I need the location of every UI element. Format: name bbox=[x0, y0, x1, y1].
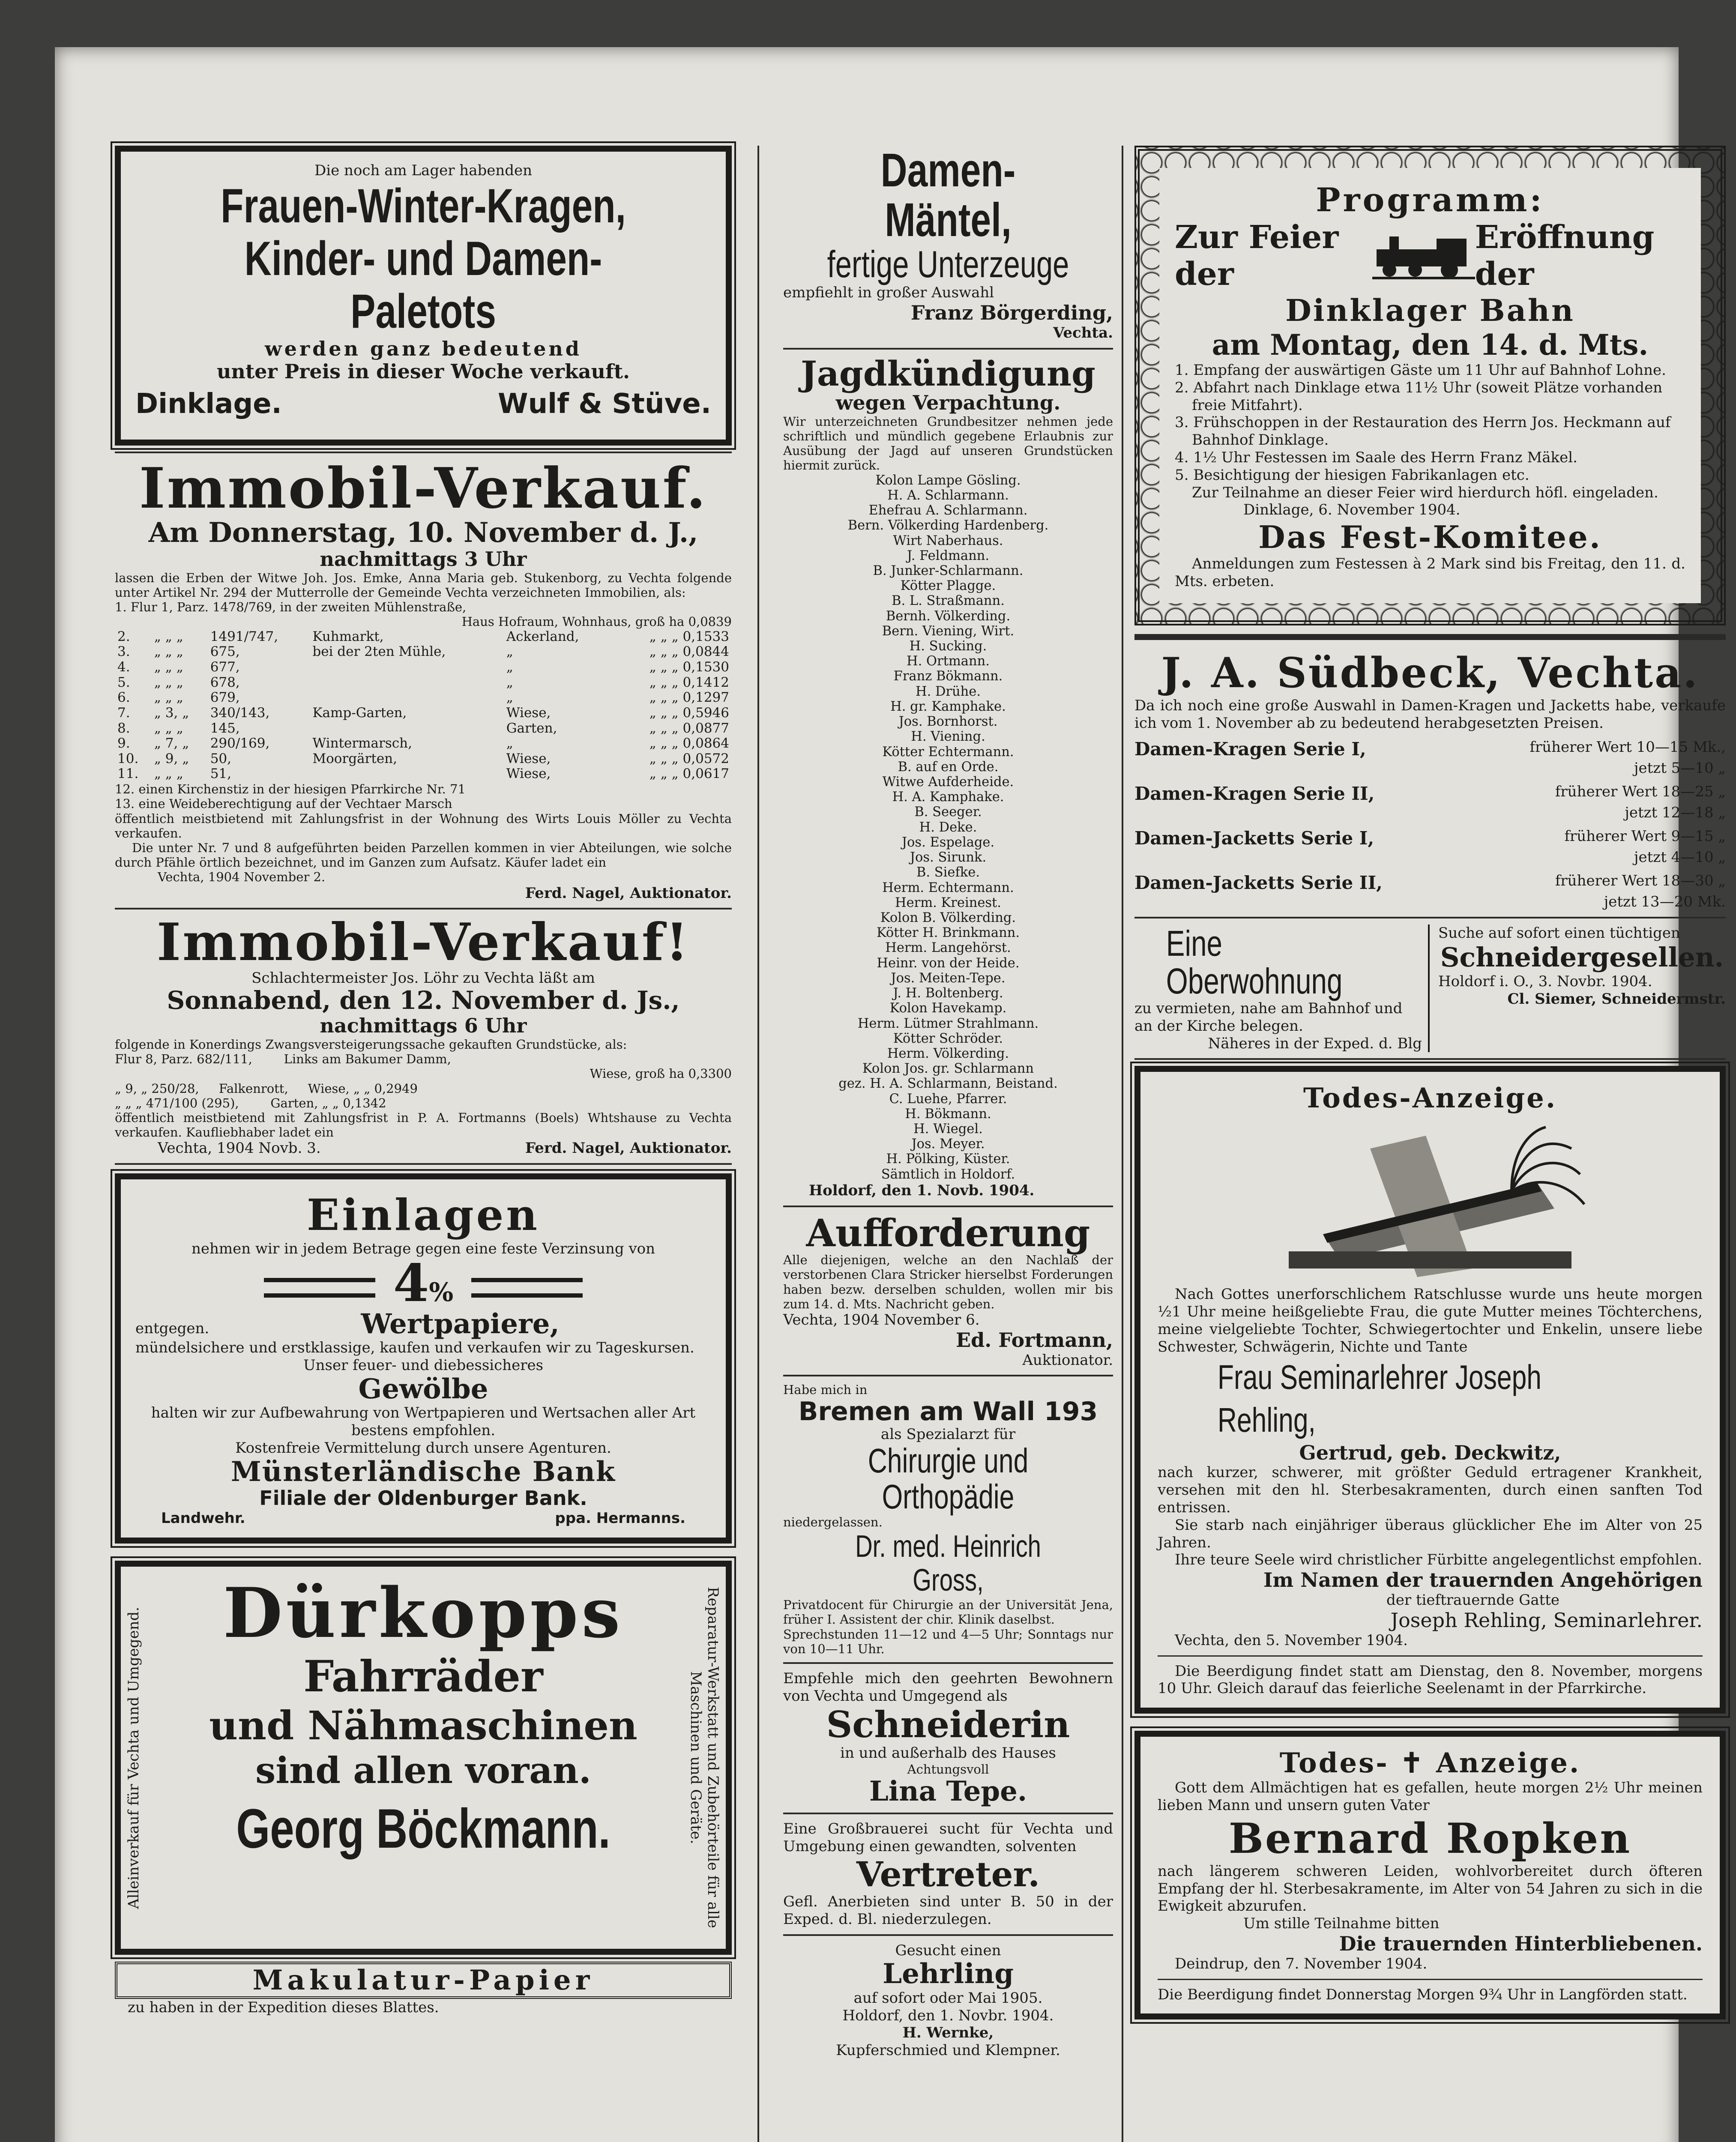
signatory-name: Kötter H. Brinkmann. bbox=[876, 925, 1020, 941]
locomotive-icon bbox=[1372, 232, 1475, 279]
lot-row bbox=[115, 660, 732, 675]
ad-place: Dinklage. bbox=[135, 388, 282, 420]
signatory-name: H. Viening. bbox=[911, 729, 985, 745]
ad-rehling-obituary bbox=[1134, 1066, 1726, 1714]
ad-role: Auktionator. bbox=[1022, 1351, 1113, 1369]
ad-text: Die Beerdigung findet Donnerstag Morgen 9¾ Uhr in Langförden statt. bbox=[1158, 1986, 1688, 2003]
lot-cell bbox=[310, 660, 503, 675]
lot-row bbox=[115, 721, 732, 736]
price-item-name: Damen-Kragen Serie II, bbox=[1134, 783, 1375, 805]
ad-firm: Wulf & Stüve. bbox=[498, 388, 711, 420]
signatory: Landwehr. bbox=[161, 1510, 245, 1527]
lot-cell: Wiese, bbox=[506, 705, 551, 721]
ad-dr-gross bbox=[783, 1382, 1113, 1656]
ad-text: als Spezialarzt für bbox=[880, 1425, 1016, 1443]
lot-cell: „ 9, „ bbox=[154, 751, 189, 766]
signatory-name: Jos. Meyer. bbox=[911, 1137, 985, 1152]
ad-subtitle: Chirurgie und Orthopädie bbox=[868, 1442, 1029, 1516]
ad-sign: Holdorf, den 1. Novb. 1904. bbox=[809, 1182, 1035, 1199]
ad-headline: Zur Feier der bbox=[1175, 219, 1339, 293]
lot-cell bbox=[310, 721, 503, 736]
ad-wohnung bbox=[1134, 924, 1430, 1053]
price-was: früherer Wert 18—30 „ bbox=[1555, 872, 1726, 889]
price-row bbox=[1134, 783, 1726, 822]
lot-cell: Garten, bbox=[506, 720, 557, 736]
price-row bbox=[1134, 739, 1726, 777]
ad-sign: der tieftrauernde Gatte bbox=[1386, 1592, 1560, 1609]
signatory-name: B. Seeger. bbox=[914, 805, 982, 820]
signatory-name: Herm. Langehörst. bbox=[885, 940, 1011, 956]
ad-brauerei bbox=[783, 1820, 1113, 1928]
ad-firm: Georg Böckmann. bbox=[236, 1797, 611, 1860]
signatory-name: Herm. Lütmer Strahlmann. bbox=[857, 1016, 1039, 1031]
ad-title: Makulatur-Papier bbox=[115, 1962, 732, 1999]
lot-cell: „ „ „ bbox=[154, 720, 183, 736]
lot-cell: „ „ „ 0,0617 bbox=[649, 766, 729, 782]
ad-sign: Die trauernden Hinterbliebenen. bbox=[1339, 1932, 1703, 1955]
ad-date: Holdorf i. O., 3. Novbr. 1904. bbox=[1438, 973, 1652, 990]
ad-ropken-obituary bbox=[1134, 1731, 1726, 2019]
lot-row bbox=[115, 766, 732, 782]
ad-sign-name: Ferd. Nagel, Auktionator. bbox=[525, 884, 732, 902]
ad-text: Privatdocent für Chirurgie an der Universität Jena, früher I. Assistent der chir. Klinik daselbst. bbox=[783, 1598, 1113, 1627]
price-now: jetzt 4—10 „ bbox=[1634, 848, 1726, 866]
ad-text: halten wir zur Aufbewahrung von Wertpapieren und Wertsachen aller Art bestens empfohlen. bbox=[151, 1404, 696, 1439]
signatory-list bbox=[783, 473, 1113, 1182]
ad-title: J. A. Südbeck, Vechta. bbox=[1161, 648, 1699, 697]
ad-place: Vechta. bbox=[1053, 324, 1113, 342]
ad-firm: Cl. Siemer, Schneidermstr. bbox=[1507, 990, 1726, 1008]
auction-time: nachmittags 6 Uhr bbox=[320, 1014, 527, 1037]
lot-cell: 7. bbox=[117, 705, 130, 721]
ad-date: Vechta, den 5. November 1904. bbox=[1175, 1631, 1408, 1649]
bank-name: Münsterländische Bank bbox=[230, 1455, 616, 1488]
ad-headline: Dinklager Bahn bbox=[1285, 293, 1575, 328]
ad-title: Todes- bbox=[1279, 1747, 1389, 1780]
ad-text: Um stille Teilnahme bitten bbox=[1243, 1915, 1440, 1933]
ad-title: Anzeige. bbox=[1436, 1747, 1581, 1780]
signatory-name: H. A. Schlarmann. bbox=[887, 488, 1009, 503]
ad-text: öffentlich meistbietend mit Zahlungsfrist in der Wohnung des Wirts Louis Möller zu Vechta verkaufen. bbox=[115, 811, 732, 841]
signatory-name: Kolon B. Völkerding. bbox=[880, 910, 1016, 925]
side-text: Reparatur-Werkstatt und Zubehörteile für alle Maschinen und Geräte. bbox=[687, 1587, 721, 1929]
ad-text: nehmen wir in jedem Betrage gegen eine feste Verzinsung von bbox=[191, 1240, 655, 1258]
ad-title: Programm: bbox=[1316, 181, 1544, 219]
signatory-name: H. Sucking. bbox=[909, 639, 987, 654]
ad-wernke bbox=[783, 1942, 1113, 2059]
signatory-name: Jos. Meiten-Tepe. bbox=[891, 970, 1006, 986]
lot-cell: „ „ „ 0,1297 bbox=[649, 690, 729, 706]
signatory-name: Heinr. von der Heide. bbox=[877, 955, 1020, 971]
lot-cell: 5. bbox=[117, 674, 130, 690]
lot-cell: 675, bbox=[210, 644, 240, 660]
signatory-name: Jos. Sirunk. bbox=[910, 850, 987, 865]
lot-cell bbox=[310, 766, 503, 782]
signatory-name: H. A. Kamphake. bbox=[892, 790, 1004, 805]
signatory-name: Wirt Naberhaus. bbox=[893, 533, 1003, 548]
ad-text: Eine Großbrauerei sucht für Vechta und Umgebung einen gewandten, solventen bbox=[783, 1820, 1113, 1855]
ad-subtitle: wegen Verpachtung. bbox=[835, 391, 1061, 414]
lot-line: Haus Hofraum, Wohnhaus, groß ha 0,0839 bbox=[461, 614, 732, 629]
signatory-name: Kötter Schröder. bbox=[893, 1031, 1003, 1046]
auction-time: nachmittags 3 Uhr bbox=[320, 547, 527, 571]
lot-cell: Kamp-Garten, bbox=[312, 705, 407, 721]
lot-line: 13. eine Weideberechtigung auf der Vechtaer Marsch bbox=[115, 796, 452, 811]
signatory-name: Kolon Jos. gr. Schlarmann bbox=[862, 1061, 1034, 1077]
ad-sign-place: Vechta, 1904 November 2. bbox=[158, 870, 326, 885]
signatory-name: H. Ortmann. bbox=[907, 654, 990, 669]
ad-sign-place: Vechta, 1904 Novb. 3. bbox=[158, 1140, 321, 1157]
ad-subtitle: Wertpapiere, bbox=[361, 1308, 560, 1340]
ad-intro: Habe mich in bbox=[783, 1382, 868, 1397]
lot-line: „ 9, „ 250/28, Falkenrott, Wiese, „ „ 0,2949 bbox=[115, 1081, 418, 1096]
lot-line: 1. Flur 1, Parz. 1478/769, in der zweiten Mühlenstraße, bbox=[115, 600, 467, 615]
lot-cell: 290/169, bbox=[210, 736, 270, 751]
lot-cell: „ „ „ 0,5946 bbox=[649, 705, 729, 721]
lot-cell: Moorgärten, bbox=[312, 751, 397, 766]
ad-text: Näheres in der Exped. d. Blg bbox=[1208, 1035, 1422, 1052]
column-1 bbox=[115, 146, 732, 2016]
ad-text: Gott dem Allmächtigen hat es gefallen, heute morgen 2½ Uhr meinen lieben Mann und unsern guten Vater bbox=[1158, 1779, 1703, 1814]
ad-title: Todes-Anzeige. bbox=[1303, 1082, 1557, 1115]
ad-address: Bremen am Wall 193 bbox=[798, 1396, 1098, 1427]
ad-text: mündelsichere und erstklassige, kaufen und verkaufen wir zu Tageskursen. bbox=[135, 1339, 694, 1357]
column-rule bbox=[1122, 146, 1123, 2142]
ad-text: Wir unterzeichneten Grundbesitzer nehmen jede schriftlich und mündlich gegebene Erlaubnis zur Ausübung der Jagd auf unseren Grundstücken hiermit zurück. bbox=[783, 414, 1113, 473]
ad-jagd bbox=[783, 353, 1113, 1200]
ad-intro: Schlachtermeister Jos. Löhr zu Vechta läßt am bbox=[251, 969, 595, 987]
lot-cell: Kuhmarkt, bbox=[312, 628, 384, 644]
lot-cell: „ „ „ bbox=[154, 659, 183, 675]
lot-cell: 1491/747, bbox=[210, 628, 278, 644]
program-item: 4. 1½ Uhr Festessen im Saale des Herrn Franz Mäkel. bbox=[1175, 449, 1577, 466]
lot-line: Wiese, groß ha 0,3300 bbox=[590, 1066, 732, 1081]
column-2 bbox=[783, 146, 1113, 2059]
price-was: früherer Wert 10—15 Mk., bbox=[1529, 739, 1726, 756]
ad-headline: am Montag, den 14. d. Mts. bbox=[1212, 328, 1649, 362]
lot-cell: 11. bbox=[117, 766, 139, 782]
lot-cell: 145, bbox=[210, 720, 240, 736]
price-now: jetzt 13—20 Mk. bbox=[1604, 893, 1726, 910]
ad-boergerding bbox=[783, 146, 1113, 342]
lot-cell: „ „ „ bbox=[154, 628, 183, 644]
ad-intro: Empfehle mich den geehrten Bewohnern von Vechta und Umgegend als bbox=[783, 1669, 1113, 1705]
signatory-name: Sämtlich in Holdorf. bbox=[881, 1167, 1015, 1182]
ad-title: Aufforderung bbox=[806, 1210, 1090, 1255]
ad-text: zu haben in der Expedition dieses Blattes. bbox=[128, 1998, 439, 2016]
lot-cell: 6. bbox=[117, 690, 130, 706]
ad-text: Ihre teure Seele wird christlicher Fürbitte angelegentlichst empfohlen. bbox=[1175, 1551, 1703, 1569]
signatory-name: B. auf en Orde. bbox=[898, 759, 999, 775]
signatory-name: B. Siefke. bbox=[916, 865, 980, 880]
lot-row bbox=[115, 644, 732, 660]
ad-firm: Dr. med. Heinrich Gross, bbox=[855, 1529, 1041, 1598]
signatory-name: J. H. Boltenberg. bbox=[893, 986, 1003, 1001]
ad-title: Dürkopps bbox=[223, 1572, 624, 1653]
ad-subtitle: und Nähmaschinen bbox=[209, 1702, 638, 1749]
price-was: früherer Wert 18—25 „ bbox=[1555, 783, 1726, 801]
price-item-name: Damen-Jacketts Serie II, bbox=[1134, 872, 1383, 893]
signatory-name: Kolon Lampe Gösling. bbox=[875, 473, 1021, 488]
ad-firm: Franz Börgerding, bbox=[910, 301, 1113, 325]
program-list bbox=[1175, 362, 1685, 484]
lot-cell: 10. bbox=[117, 751, 139, 766]
ad-text: Unser feuer- und diebessicheres bbox=[303, 1357, 544, 1374]
lot-row bbox=[115, 690, 732, 706]
program-item: 1. Empfang der auswärtigen Gäste um 11 Uhr auf Bahnhof Lohne. bbox=[1175, 362, 1666, 379]
lot-cell: 9. bbox=[117, 736, 130, 751]
ad-text: auf sofort oder Mai 1905. bbox=[853, 1989, 1043, 2007]
lot-cell: „ „ „ 0,0572 bbox=[649, 751, 729, 766]
signatory-name: Bernh. Völkerding. bbox=[886, 608, 1011, 624]
ad-text: Gefl. Anerbieten sind unter B. 50 in der Exped. d. Bl. niederzulegen. bbox=[783, 1893, 1113, 1928]
signatory-name: Herm. Völkerding. bbox=[887, 1046, 1009, 1061]
price-row bbox=[1134, 828, 1726, 866]
lot-row bbox=[115, 751, 732, 767]
signatory-name: gez. H. A. Schlarmann, Beistand. bbox=[838, 1076, 1058, 1092]
ad-text: lassen die Erben der Witwe Joh. Jos. Emke, Anna Maria geb. Stukenborg, zu Vechta folgende unter Artikel Nr. 294 der Mutterrolle der Gemeinde Vechta verzeichneten Immobilien, als: bbox=[115, 570, 732, 600]
ad-duerkopp bbox=[115, 1561, 732, 1955]
lot-line: „ „ „ 471/100 (295), Garten, „ „ 0,1342 bbox=[115, 1095, 386, 1110]
lot-cell: „ „ „ bbox=[154, 766, 183, 782]
ad-text: Kostenfreie Vermittelung durch unsere Agenturen. bbox=[235, 1439, 611, 1457]
ad-muensterlaendische-bank bbox=[115, 1173, 732, 1544]
lot-cell: „ bbox=[506, 659, 513, 675]
ad-title: Einlagen bbox=[307, 1190, 540, 1241]
signatory-name: H. Drühe. bbox=[915, 684, 981, 699]
ad-title: Schneidergesellen. bbox=[1440, 942, 1724, 973]
auction-date: Sonnabend, den 12. November d. Js., bbox=[167, 986, 680, 1015]
price-item-name: Damen-Jacketts Serie I, bbox=[1134, 827, 1374, 849]
ad-text: Achtungsvoll bbox=[907, 1762, 989, 1777]
signatory-name: Herm. Echtermann. bbox=[882, 880, 1014, 895]
ad-subtitle: Fahrräder bbox=[303, 1651, 543, 1702]
lot-cell: „ „ „ 0,1533 bbox=[649, 628, 729, 644]
ad-firm: Ed. Fortmann, bbox=[956, 1328, 1113, 1352]
ad-text: Die unter Nr. 7 und 8 aufgeführten beiden Parzellen kommen in vier Abteilungen, wie solche durch Pfähle örtlich bezeichnet, und im Ganzen zum Aufsatz. Käufer ladet ein bbox=[115, 840, 732, 870]
signatory-name: Herm. Kreinest. bbox=[895, 895, 1001, 910]
lot-cell: „ „ „ bbox=[154, 690, 183, 706]
side-text: Alleinverkauf für Vechta und Umgegend. bbox=[125, 1606, 142, 1909]
ad-text: entgegen. bbox=[135, 1320, 210, 1337]
ad-text: Anmeldungen zum Festessen à 2 Mark sind bis Freitag, den 11. d. Mts. erbeten. bbox=[1175, 555, 1685, 590]
ad-intro: Suche auf sofort einen tüchtigen bbox=[1438, 924, 1680, 942]
lot-cell: Wiese, bbox=[506, 751, 551, 766]
lot-cell: „ bbox=[506, 674, 513, 690]
lot-cell: 679, bbox=[210, 690, 240, 706]
deceased-nee: Gertrud, geb. Deckwitz, bbox=[1299, 1441, 1561, 1464]
lot-cell: „ 7, „ bbox=[154, 736, 189, 751]
ad-text: öffentlich meistbietend mit Zahlungsfrist in P. A. Fortmanns (Boels) Whtshause zu Vechta verkaufen. Kaufliebhaber ladet ein bbox=[115, 1110, 732, 1140]
lot-cell: Wiese, bbox=[506, 766, 551, 782]
program-item: 3. Frühschoppen in der Restauration des Herrn Jos. Heckmann auf Bahnhof Dinklage. bbox=[1175, 414, 1671, 449]
price-was: früherer Wert 9—15 „ bbox=[1564, 827, 1726, 845]
lot-cell: „ „ „ 0,0864 bbox=[649, 736, 729, 751]
newspaper-page bbox=[55, 47, 1726, 2142]
signatory-name: Kolon Havekamp. bbox=[889, 1001, 1007, 1016]
signatory: ppa. Hermanns. bbox=[555, 1510, 685, 1527]
lot-row bbox=[115, 675, 732, 691]
ad-headline: Frauen-Winter-Kragen, bbox=[221, 179, 626, 233]
column-3 bbox=[1134, 146, 1726, 2019]
cross-icon: ✝ bbox=[1400, 1747, 1425, 1780]
signatory-name: Witwe Aufderheide. bbox=[882, 775, 1014, 790]
signatory-name: Ehefrau A. Schlarmann. bbox=[868, 503, 1028, 518]
percent-sign: % bbox=[429, 1277, 454, 1307]
signatory-name: Franz Bökmann. bbox=[893, 669, 1003, 684]
signatory-name: B. L. Straßmann. bbox=[892, 593, 1005, 609]
ad-wulf-stuve bbox=[115, 146, 732, 446]
ad-firm: H. Wernke, bbox=[902, 2024, 994, 2042]
ad-text: in und außerhalb des Hauses bbox=[840, 1744, 1056, 1762]
lot-line: Flur 8, Parz. 682/111, Links am Bakumer Damm, bbox=[115, 1052, 451, 1067]
ad-role: Kupferschmied und Klempner. bbox=[836, 2042, 1060, 2059]
price-list bbox=[1134, 739, 1726, 910]
signatory-name: Kötter Echtermann. bbox=[882, 744, 1014, 760]
price-item-name: Damen-Kragen Serie I, bbox=[1134, 739, 1366, 760]
lot-cell: Wintermarsch, bbox=[312, 736, 412, 751]
lot-cell: 51, bbox=[210, 766, 232, 782]
signatory-name: Kötter Plagge. bbox=[900, 578, 996, 594]
ad-text: Da ich noch eine große Auswahl in Damen-Kragen und Jacketts habe, verkaufe ich vom 1. November ab zu bedeutend herabgesetzten Preisen. bbox=[1134, 697, 1726, 732]
signatory-name: H. gr. Kamphake. bbox=[890, 699, 1006, 714]
lot-row bbox=[115, 736, 732, 751]
lot-row bbox=[115, 629, 732, 645]
lot-row bbox=[115, 706, 732, 721]
ad-headline: Eröffnung der bbox=[1475, 219, 1655, 293]
lot-cell: „ bbox=[506, 690, 513, 706]
interest-rate: 4 bbox=[393, 1253, 429, 1313]
ad-siemer bbox=[1438, 924, 1726, 1053]
lot-cell: „ „ „ 0,1530 bbox=[649, 659, 729, 675]
ad-title: Vertreter. bbox=[856, 1854, 1040, 1894]
lots-table bbox=[115, 629, 732, 782]
price-row bbox=[1134, 872, 1726, 911]
lot-cell bbox=[310, 675, 503, 691]
ad-text: zu vermieten, nahe am Bahnhof und an der Kirche belegen. bbox=[1134, 999, 1403, 1035]
lot-cell: „ „ „ 0,1412 bbox=[649, 674, 729, 690]
ad-title: Eine Oberwohnung bbox=[1166, 923, 1343, 1001]
cross-wreath-illustration bbox=[1272, 1123, 1589, 1277]
ad-date: Deindrup, den 7. November 1904. bbox=[1175, 1955, 1428, 1972]
ad-subtitle: fertige Unterzeuge bbox=[827, 243, 1069, 285]
ad-sign-name: Ferd. Nagel, Auktionator. bbox=[525, 1140, 732, 1157]
signatory-name: C. Luehe, Pfarrer. bbox=[889, 1091, 1007, 1107]
ad-text: Zur Teilnahme an dieser Feier wird hierdurch höfl. eingeladen. bbox=[1192, 484, 1658, 501]
lot-cell: 50, bbox=[210, 751, 232, 766]
ad-sign: Joseph Rehling, Seminarlehrer. bbox=[1390, 1608, 1703, 1632]
ad-date: Vechta, 1904 November 6. bbox=[783, 1311, 980, 1328]
ad-intro: Die noch am Lager habenden bbox=[314, 162, 533, 179]
lot-cell: „ bbox=[506, 736, 513, 751]
lot-line: 12. einen Kirchenstiz in der hiesigen Pfarrkirche Nr. 71 bbox=[115, 782, 466, 797]
bank-branch: Filiale der Oldenburger Bank. bbox=[259, 1487, 587, 1510]
ad-subtitle: Gewölbe bbox=[358, 1373, 488, 1405]
signatory-name: H. Deke. bbox=[919, 820, 977, 835]
ad-text: werden ganz bedeutend bbox=[265, 337, 582, 361]
signatory-name: H. Pölking, Küster. bbox=[886, 1152, 1010, 1167]
ad-text: Sie starb nach einjähriger überaus glücklicher Ehe im Alter von 25 Jahren. bbox=[1158, 1516, 1703, 1551]
ad-title: Damen-Mäntel, bbox=[880, 144, 1016, 246]
signatory-name: H. Wiegel. bbox=[913, 1122, 983, 1137]
signatory-name: Jos. Bornhorst. bbox=[898, 714, 998, 730]
ad-text: Nach Gottes unerforschlichem Ratschlusse wurde uns heute morgen ½1 Uhr meine heißgeliebte Frau, die gute Mutter meines Töchterchens, meine vielgeliebte Tochter, Schwiegertochter und Enkelin, unsere liebe Schwester, Schwägerin, Nichte und Tante bbox=[1158, 1286, 1703, 1355]
program-item: 5. Besichtigung der hiesigen Fabrikanlagen etc. bbox=[1175, 466, 1529, 484]
signatory-name: Bern. Völkerding Hardenberg. bbox=[847, 518, 1049, 533]
ad-text: folgende in Konerdings Zwangsversteigerungssache gekauften Grundstücke, als: bbox=[115, 1037, 627, 1052]
ad-suedbeck bbox=[1134, 649, 1726, 911]
lot-cell: 677, bbox=[210, 659, 240, 675]
program-item: 2. Abfahrt nach Dinklage etwa 11½ Uhr (soweit Plätze vorhanden freie Mitfahrt). bbox=[1175, 379, 1663, 414]
ad-intro: Gesucht einen bbox=[895, 1942, 1001, 1959]
lot-cell: 4. bbox=[117, 659, 130, 675]
lot-cell: „ „ „ bbox=[154, 674, 183, 690]
ad-title: Lehrling bbox=[883, 1958, 1014, 1990]
lot-cell: 678, bbox=[210, 674, 240, 690]
signatory-name: H. Bökmann. bbox=[905, 1106, 991, 1122]
auction-date: Am Donnerstag, 10. November d. J., bbox=[148, 516, 698, 549]
lot-cell: 8. bbox=[117, 720, 130, 736]
lot-cell: 3. bbox=[117, 644, 130, 660]
signatory-name: Jos. Espelage. bbox=[901, 835, 995, 850]
ad-programm bbox=[1134, 146, 1726, 625]
ad-emke-auction bbox=[115, 455, 732, 902]
ad-text: unter Preis in dieser Woche verkauft. bbox=[216, 360, 630, 383]
ad-firm: Lina Tepe. bbox=[869, 1775, 1027, 1807]
ad-fortmann bbox=[783, 1210, 1113, 1369]
lot-cell: 340/143, bbox=[210, 705, 270, 721]
column-rule bbox=[757, 146, 759, 2142]
lot-cell: „ bbox=[506, 644, 513, 660]
ad-text: Alle diejenigen, welche an den Nachlaß der verstorbenen Clara Stricker hierselbst Forderungen haben bezw. derselben schulden, wollen mir bis zum 14. d. Mts. Nachricht geben. bbox=[783, 1253, 1113, 1311]
ad-date: Holdorf, den 1. Novbr. 1904. bbox=[842, 2007, 1054, 2024]
deceased-name: Frau Seminarlehrer Joseph Rehling, bbox=[1217, 1358, 1542, 1439]
lot-cell: „ „ „ 0,0877 bbox=[649, 720, 729, 736]
signatory-name: J. Feldmann. bbox=[907, 548, 990, 563]
lot-cell: „ 3, „ bbox=[154, 705, 189, 721]
lot-cell: 2. bbox=[117, 628, 130, 644]
deceased-name: Bernard Ropken bbox=[1228, 1814, 1632, 1863]
ad-tepe bbox=[783, 1670, 1113, 1807]
ad-title: Immobil-Verkauf. bbox=[139, 455, 708, 521]
ad-text: nach längerem schweren Leiden, wohlvorbereitet durch öfteren Empfang der hl. Sterbesakramente, im Alter von 54 Jahren zu sich in die Ewigkeit abzurufen. bbox=[1158, 1862, 1703, 1915]
ad-loehr-auction bbox=[115, 912, 732, 1157]
lot-cell: bei der 2ten Mühle, bbox=[312, 644, 446, 660]
ad-subtitle: sind allen voran. bbox=[255, 1749, 592, 1792]
ad-firm: Das Fest-Komitee. bbox=[1258, 519, 1602, 556]
ad-text: Die Beerdigung findet statt am Dienstag, den 8. November, morgens 10 Uhr. Gleich darauf das feierliche Seelenamt in der Pfarrkirche. bbox=[1158, 1662, 1703, 1697]
price-now: jetzt 12—18 „ bbox=[1625, 804, 1726, 822]
lot-cell bbox=[310, 690, 503, 706]
ad-title: Immobil-Verkauf! bbox=[156, 912, 690, 973]
ad-date: Dinklage, 6. November 1904. bbox=[1243, 501, 1461, 519]
ad-text: Sprechstunden 11—12 und 4—5 Uhr; Sonntags nur von 10—11 Uhr. bbox=[783, 1627, 1113, 1656]
lot-cell: „ „ „ bbox=[154, 644, 183, 660]
ad-headline: Kinder- und Damen-Paletots bbox=[244, 231, 602, 338]
price-now: jetzt 5—10 „ bbox=[1634, 760, 1726, 777]
ad-title: Jagdkündigung bbox=[801, 353, 1095, 394]
signatory-name: Bern. Viening, Wirt. bbox=[882, 623, 1015, 639]
lot-cell: „ „ „ 0,0844 bbox=[649, 644, 729, 660]
ad-text: nach kurzer, schwerer, mit größter Geduld ertragener Krankheit, versehen mit den hl. Sterbesakramenten, durch einen sanften Tod entrissen. bbox=[1158, 1464, 1703, 1516]
ad-title: Schneiderin bbox=[826, 1703, 1070, 1746]
ad-text: niedergelassen. bbox=[783, 1515, 883, 1530]
signatory-name: B. Junker-Schlarmann. bbox=[873, 563, 1024, 578]
ad-text: empfiehlt in großer Auswahl bbox=[783, 284, 994, 302]
lot-cell: Ackerland, bbox=[506, 628, 579, 644]
ad-sign: Im Namen der trauernden Angehörigen bbox=[1263, 1568, 1703, 1592]
